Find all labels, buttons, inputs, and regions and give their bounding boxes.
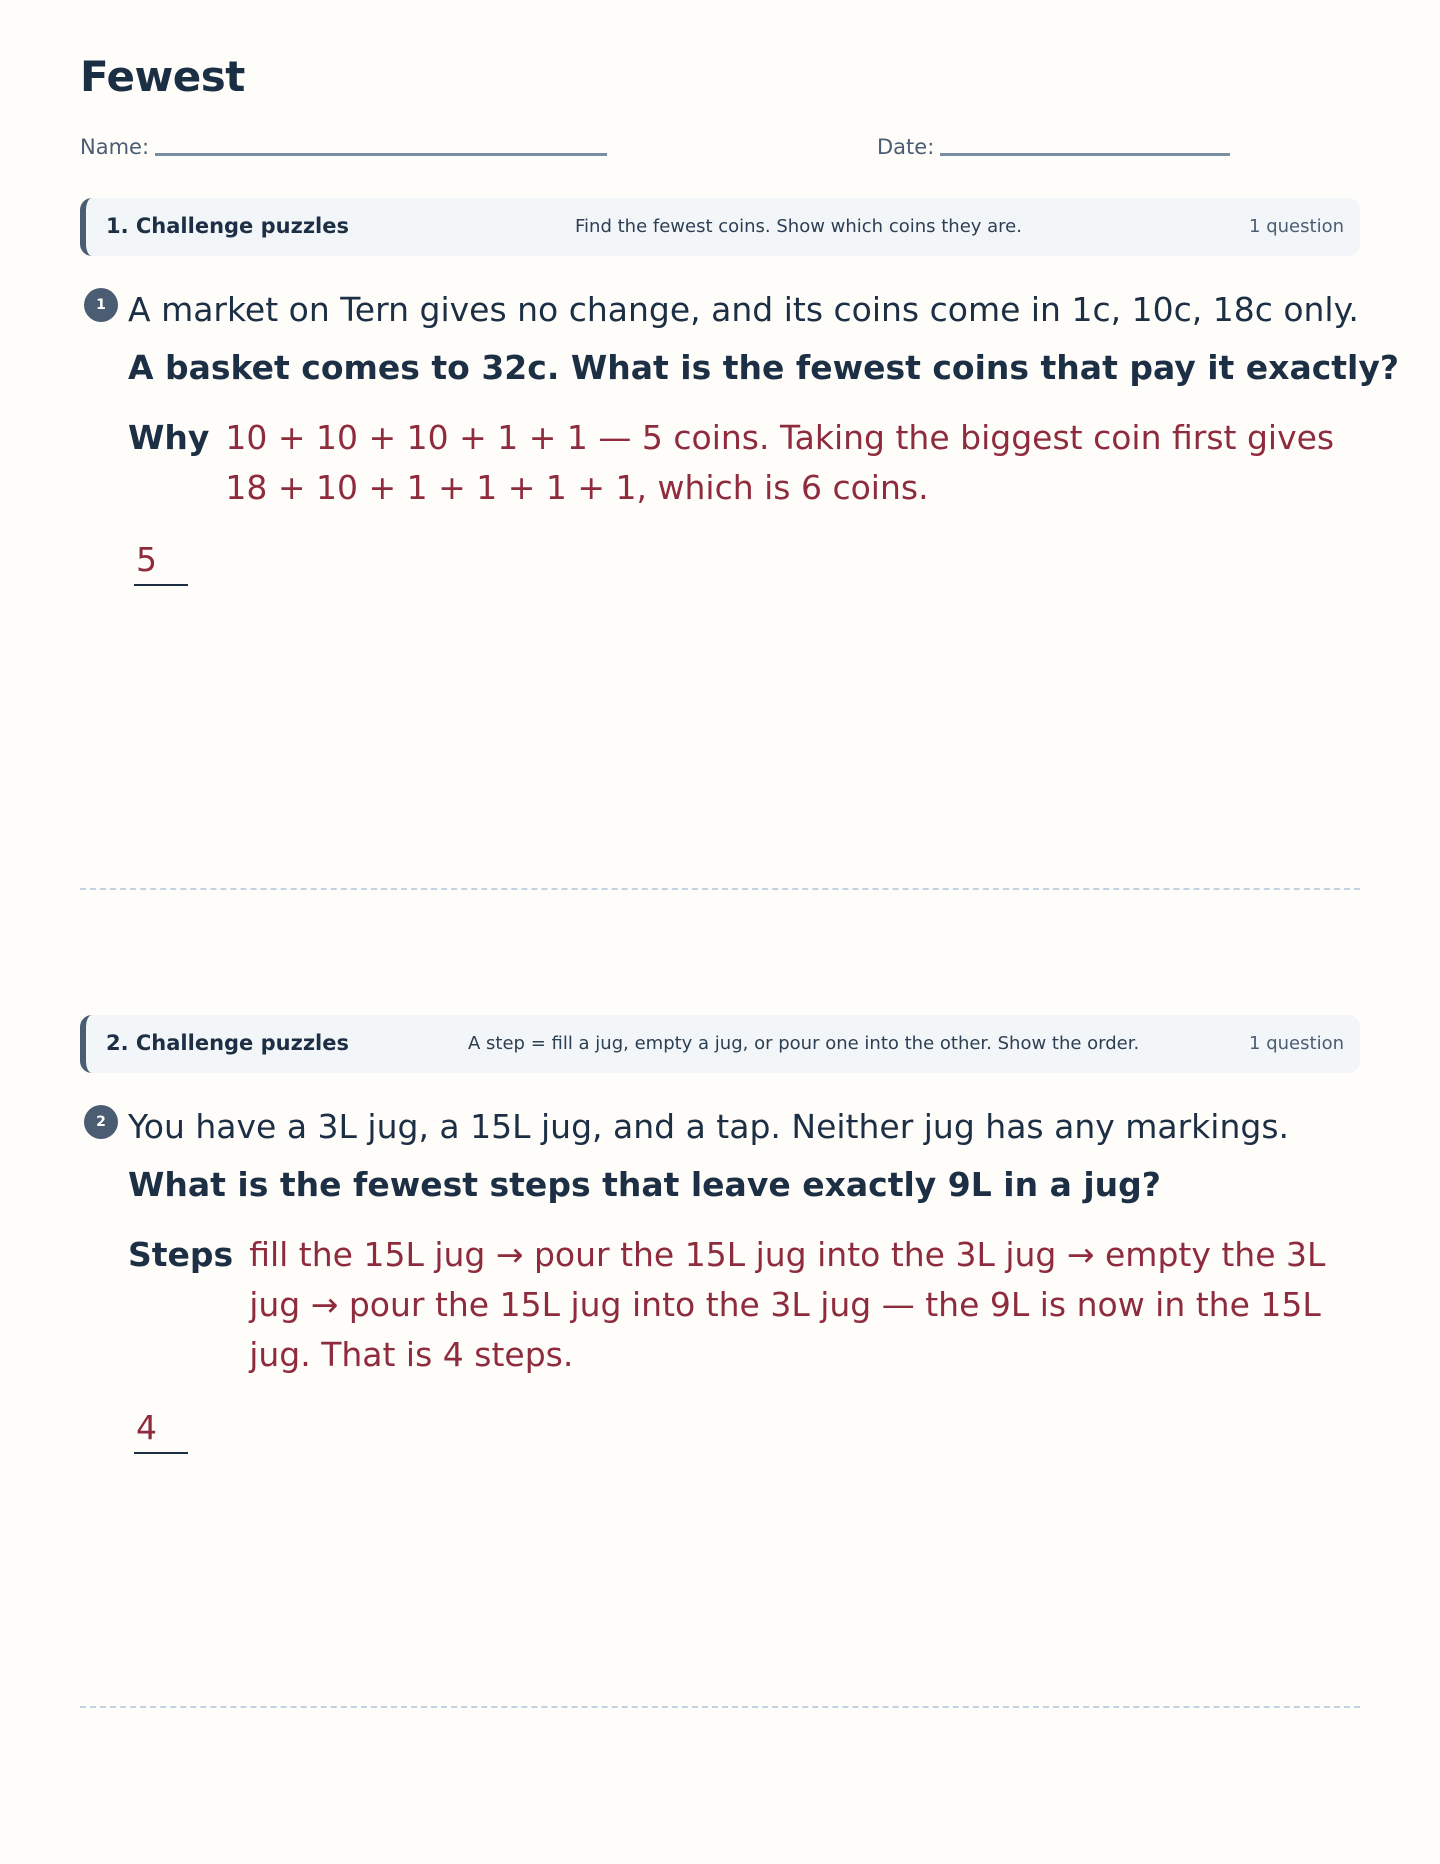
date-label: Date: <box>877 135 935 159</box>
name-label: Name: <box>80 135 150 159</box>
section-header-2 <box>80 1015 1360 1073</box>
question-prompt: A basket comes to 32c. What is the fewest coins that pay it exactly? <box>128 348 1400 387</box>
work-label: Steps <box>128 1235 234 1274</box>
page-title: Fewest <box>80 52 245 101</box>
worked-steps <box>128 1230 1360 1380</box>
section-header-1 <box>80 198 1360 256</box>
student-info-row <box>80 135 1360 165</box>
work-text: 10 + 10 + 10 + 1 + 1 — 5 coins. Taking the biggest coin first gives 18 + 10 + 1 + 1 + 1 + 1, which is 6 coins. <box>225 418 1335 507</box>
work-text: fill the 15L jug → pour the 15L jug into the 3L jug → empty the 3L jug → pour the 15L jug into the 3L jug — the 9L is now in the 15L jug. That is 4 steps. <box>249 1235 1326 1374</box>
section-divider <box>80 1706 1360 1708</box>
section-question-count: 1 question <box>1249 216 1344 237</box>
question-number-badge: 2 <box>84 1105 118 1139</box>
date-line[interactable] <box>940 153 1230 156</box>
answer-blank[interactable]: 5 <box>134 538 188 586</box>
section-instruction: Find the fewest coins. Show which coins they are. <box>575 216 1022 237</box>
question-text: A market on Tern gives no change, and its coins come in 1c, 10c, 18c only. <box>128 290 1359 329</box>
answer-blank[interactable]: 4 <box>134 1406 188 1454</box>
work-label: Why <box>128 418 210 457</box>
question-number-badge: 1 <box>84 288 118 322</box>
section-question-count: 1 question <box>1249 1033 1344 1054</box>
section-title: 2. Challenge puzzles <box>106 1031 349 1055</box>
section-divider <box>80 888 1360 890</box>
worksheet-page <box>80 0 1400 1864</box>
date-field <box>877 135 1230 159</box>
question-prompt: What is the fewest steps that leave exactly 9L in a jug? <box>128 1165 1161 1204</box>
section-instruction: A step = fill a jug, empty a jug, or pour one into the other. Show the order. <box>468 1033 1140 1054</box>
question-text: You have a 3L jug, a 15L jug, and a tap. Neither jug has any markings. <box>128 1107 1290 1146</box>
section-title: 1. Challenge puzzles <box>106 214 349 238</box>
name-line[interactable] <box>155 153 607 156</box>
worked-explanation <box>128 413 1360 513</box>
name-field <box>80 135 607 159</box>
